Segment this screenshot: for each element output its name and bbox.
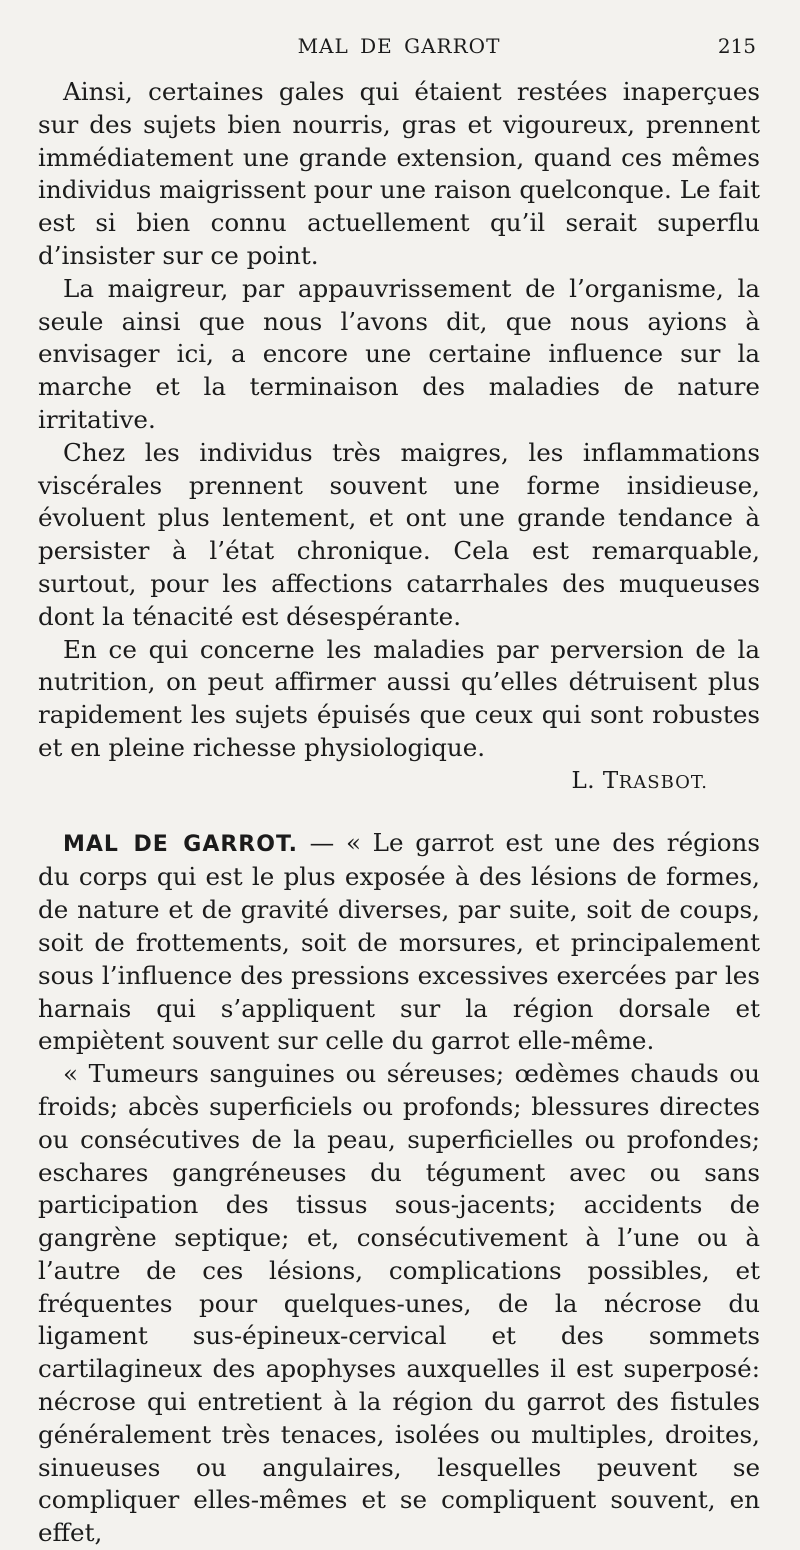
running-title: MAL DE GARROT: [297, 34, 501, 58]
paragraph: La maigreur, par appauvrissement de l’organisme, la seule ainsi que nous l’avons dit, que nous ayions à envisager ici, a encore une certaine influence sur la marche et la terminaison des maladies de nature irritative.: [38, 273, 760, 434]
paragraph: « Tumeurs sanguines ou séreuses; œdèmes chauds ou froids; abcès superficiels ou profonds; blessures directes ou consécutives de la peau, superficielles ou profondes; eschares gangréneuses du tégument avec ou sans participation des tissus sous-jacents; accidents de gangrène septique; et, consécutivement à l’une ou à l’autre de ces lésions, complications possibles, et fréquentes pour quelques-unes, de la nécrose du ligament sus-épineux-cervical et des sommets cartilagineux des apophyses auxquelles il est superposé: nécrose qui entretient à la région du garrot des fistules généralement très tenaces, isolées ou multiples, droites, sinueuses ou angulaires, lesquelles peuvent se compliquer elles-mêmes et se compliquent souvent, en effet,: [38, 1059, 760, 1548]
author-surname-initial: T: [602, 767, 619, 794]
entry-text: — « Le garrot est une des régions du corps qui est le plus exposée à des lésions de formes, de nature et de gravité diverses, par suite, soit de coups, soit de frottements, soit de morsures, et principalement sous l’influence des pressions excessives exercées par les harnais qui s’appliquent sur la région dorsale et empiètent souvent sur celle du garrot elle-même.: [38, 827, 760, 1056]
author-signature: [38, 765, 760, 800]
page-number: 215: [717, 34, 756, 58]
entry-first-paragraph: [38, 827, 760, 1059]
running-header: [38, 30, 760, 62]
page-body: [38, 76, 760, 1550]
entry-heading: MAL DE GARROT.: [63, 831, 298, 857]
paragraph: En ce qui concerne les maladies par perversion de la nutrition, on peut affirmer aussi qu’elles détruisent plus rapidement les sujets épuisés que ceux qui sont robustes et en pleine richesse physiologique.: [38, 634, 760, 762]
paragraph: Ainsi, certaines gales qui étaient restées inaperçues sur des sujets bien nourris, gras et vigoureux, prennent immédiatement une grande extension, quand ces mêmes individus maigrissent pour une raison quelconque. Le fait est si bien connu actuellement qu’il serait superflu d’insister sur ce point.: [38, 77, 760, 270]
author-initial: L.: [571, 767, 596, 794]
paragraph: Chez les individus très maigres, les inflammations viscérales prennent souvent une forme insidieuse, évoluent plus lentement, et ont une grande tendance à persister à l’état chronique. Cela est remarquable, surtout, pour les affections catarrhales des muqueuses dont la ténacité est désespérante.: [38, 437, 760, 631]
author-surname-rest: RASBOT.: [618, 771, 708, 793]
section-gap: [38, 800, 760, 827]
